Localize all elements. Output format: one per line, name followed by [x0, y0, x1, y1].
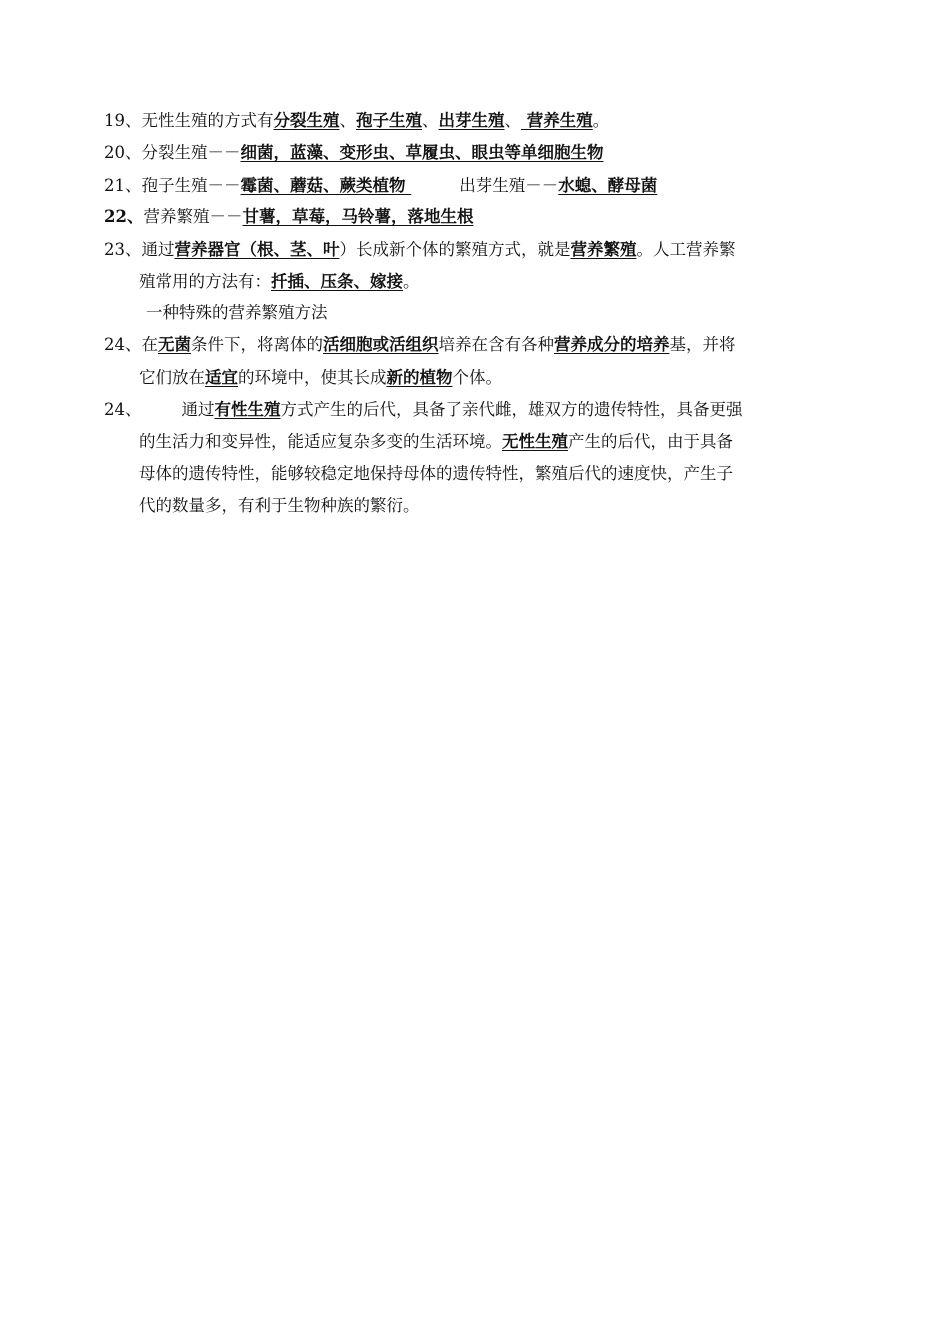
- item-text: 。: [403, 272, 420, 291]
- item-number: 24、: [104, 400, 142, 419]
- item-24a: [104, 334, 864, 356]
- key-term: 出芽生殖: [438, 111, 505, 130]
- item-number: 24、: [104, 335, 142, 354]
- key-term: 水螅、酵母菌: [558, 176, 658, 195]
- item-text: 基，并将: [669, 335, 736, 354]
- item-text: 的生活力和变异性，能适应复杂多变的生活环境。: [139, 432, 502, 451]
- item-text: 培养在含有各种: [438, 335, 554, 354]
- item-23-continued: [139, 271, 899, 293]
- item-23: [104, 239, 864, 261]
- item-number: 23、: [104, 240, 142, 259]
- item-24b-line2: [139, 431, 899, 453]
- item-24b-line3: [139, 463, 899, 485]
- item-number: 22、: [104, 207, 144, 226]
- item-text: 条件下，将离体的: [191, 335, 323, 354]
- key-term: 甘薯，草莓，马铃薯，落地生根: [242, 207, 474, 226]
- item-text: ）长成新个体的繁殖方式，就是: [339, 240, 571, 259]
- item-text: 通过: [141, 240, 175, 259]
- separator: 、: [339, 111, 356, 130]
- separator: 、: [422, 111, 439, 130]
- item-number: 19、: [104, 111, 142, 130]
- item-text: 。人工营养繁: [636, 240, 736, 259]
- key-term: 细菌，蓝藻、变形虫、草履虫、眼虫等单细胞生物: [240, 143, 604, 162]
- item-text: 方式产生的后代，具备了亲代雌，雄双方的遗传特性，具备更强: [280, 400, 743, 419]
- item-text: 在: [141, 335, 158, 354]
- key-term: 新的植物: [386, 368, 453, 387]
- separator: 。: [592, 111, 610, 130]
- key-term: 孢子生殖: [356, 111, 422, 130]
- item-number: 20、: [104, 143, 142, 162]
- item-text: 个体。: [452, 368, 502, 387]
- item-text: 代的数量多，有利于生物种族的繁衍。: [139, 496, 420, 515]
- item-23-note: [146, 302, 906, 324]
- item-20: [104, 142, 864, 164]
- item-text: 出芽生殖－－: [459, 176, 559, 195]
- item-number: 21、: [104, 176, 142, 195]
- item-text: 孢子生殖－－: [141, 176, 241, 195]
- item-text: 的环境中，使其长成: [238, 368, 387, 387]
- key-term: 活细胞或活组织: [323, 335, 439, 354]
- item-text: 它们放在: [139, 368, 205, 387]
- item-19: [104, 110, 864, 132]
- key-term: 营养生殖: [521, 111, 593, 130]
- item-text: 分裂生殖－－: [141, 143, 241, 162]
- item-text: 母体的遗传特性，能够较稳定地保持母体的遗传特性，繁殖后代的速度快，产生子: [139, 464, 733, 483]
- key-term: 适宜: [205, 368, 238, 387]
- key-term: 营养器官（根、茎、叶: [174, 240, 340, 259]
- note-text: 一种特殊的营养繁殖方法: [146, 303, 328, 322]
- item-text: 营养繁殖－－: [143, 207, 243, 226]
- item-text: 殖常用的方法有：: [139, 272, 271, 291]
- item-24b-line4: [139, 495, 899, 517]
- item-text: 产生的后代，由于具备: [568, 432, 733, 451]
- key-term: 扦插、压条、嫁接: [271, 272, 403, 291]
- key-term: 无性生殖: [502, 432, 568, 451]
- key-term: 有性生殖: [214, 400, 281, 419]
- item-text: 通过: [181, 400, 215, 419]
- key-term: 分裂生殖: [273, 111, 340, 130]
- item-22: [104, 206, 864, 228]
- item-24b: [104, 399, 864, 421]
- item-21: [104, 175, 864, 197]
- key-term: 营养成分的培养: [554, 335, 670, 354]
- key-term: 霉菌、蘑菇、蕨类植物: [240, 176, 412, 195]
- item-text: 无性生殖的方式有: [141, 111, 274, 130]
- item-24a-continued: [139, 367, 899, 389]
- separator: 、: [504, 111, 521, 130]
- key-term: 无菌: [158, 335, 191, 354]
- key-term: 营养繁殖: [570, 240, 637, 259]
